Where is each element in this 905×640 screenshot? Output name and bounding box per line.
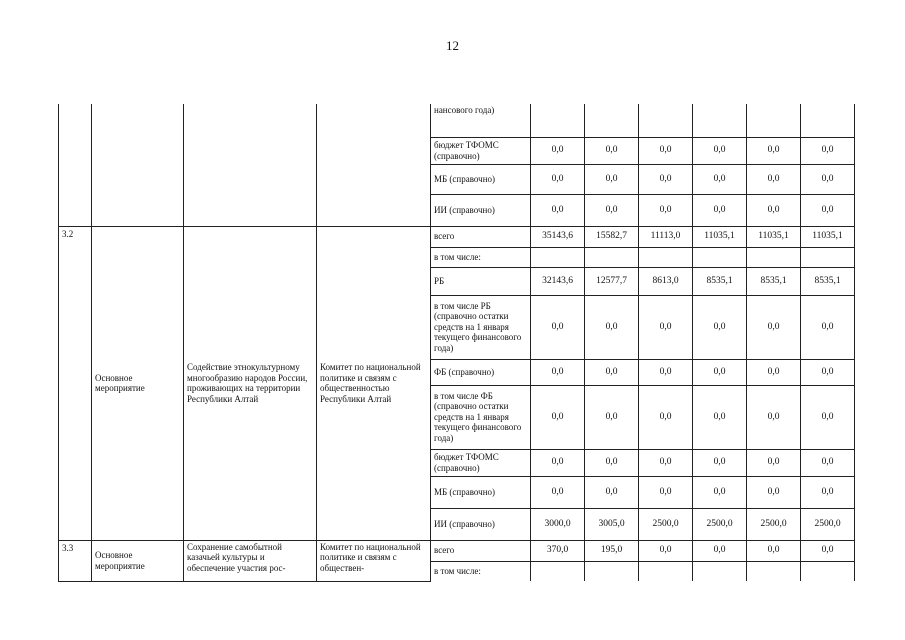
value-cell: 11035,1 bbox=[801, 226, 855, 247]
value-cell: 195,0 bbox=[585, 540, 639, 561]
section-id: 3.2 bbox=[59, 226, 92, 540]
value-cell: 0,0 bbox=[585, 385, 639, 449]
name-cell bbox=[184, 104, 317, 226]
value-cell bbox=[801, 104, 855, 137]
table-row bbox=[59, 104, 855, 137]
value-cell: 0,0 bbox=[531, 137, 585, 164]
source-label: всего bbox=[431, 540, 531, 561]
value-cell: 0,0 bbox=[639, 476, 693, 508]
value-cell: 32143,6 bbox=[531, 267, 585, 295]
value-cell bbox=[747, 247, 801, 267]
value-cell: 0,0 bbox=[801, 164, 855, 194]
value-cell bbox=[531, 561, 585, 581]
value-cell: 12577,7 bbox=[585, 267, 639, 295]
value-cell: 0,0 bbox=[801, 449, 855, 476]
value-cell bbox=[801, 561, 855, 581]
type-cell bbox=[92, 104, 184, 226]
value-cell bbox=[639, 247, 693, 267]
value-cell: 0,0 bbox=[747, 540, 801, 561]
source-label: всего bbox=[431, 226, 531, 247]
value-cell: 0,0 bbox=[639, 385, 693, 449]
value-cell: 2500,0 bbox=[693, 508, 747, 540]
value-cell: 0,0 bbox=[801, 385, 855, 449]
section-id: 3.3 bbox=[59, 540, 92, 581]
value-cell: 3005,0 bbox=[585, 508, 639, 540]
value-cell: 0,0 bbox=[693, 295, 747, 359]
id-cell bbox=[59, 104, 92, 226]
value-cell bbox=[747, 104, 801, 137]
value-cell: 0,0 bbox=[531, 476, 585, 508]
source-label: нансового года) bbox=[431, 104, 531, 137]
value-cell: 0,0 bbox=[585, 295, 639, 359]
value-cell: 2500,0 bbox=[639, 508, 693, 540]
value-cell: 0,0 bbox=[585, 449, 639, 476]
value-cell bbox=[639, 561, 693, 581]
value-cell: 0,0 bbox=[693, 476, 747, 508]
value-cell: 0,0 bbox=[801, 540, 855, 561]
value-cell: 0,0 bbox=[531, 449, 585, 476]
value-cell: 0,0 bbox=[531, 359, 585, 385]
source-label: бюджет ТФОМС (справочно) bbox=[431, 449, 531, 476]
value-cell bbox=[693, 104, 747, 137]
value-cell bbox=[585, 561, 639, 581]
value-cell: 0,0 bbox=[747, 449, 801, 476]
source-label: МБ (справочно) bbox=[431, 164, 531, 194]
source-label: в том числе РБ (справочно остатки средств на 1 января текущего финансового года) bbox=[431, 295, 531, 359]
value-cell: 0,0 bbox=[801, 359, 855, 385]
value-cell: 0,0 bbox=[639, 359, 693, 385]
value-cell: 0,0 bbox=[747, 295, 801, 359]
value-cell: 0,0 bbox=[801, 295, 855, 359]
value-cell: 0,0 bbox=[585, 476, 639, 508]
value-cell: 0,0 bbox=[693, 194, 747, 226]
source-label: в том числе: bbox=[431, 561, 531, 581]
value-cell: 0,0 bbox=[639, 540, 693, 561]
value-cell: 0,0 bbox=[747, 476, 801, 508]
value-cell: 11035,1 bbox=[747, 226, 801, 247]
value-cell bbox=[693, 561, 747, 581]
value-cell: 0,0 bbox=[747, 385, 801, 449]
value-cell: 0,0 bbox=[585, 137, 639, 164]
value-cell: 35143,6 bbox=[531, 226, 585, 247]
value-cell: 0,0 bbox=[585, 164, 639, 194]
value-cell bbox=[801, 247, 855, 267]
value-cell: 0,0 bbox=[693, 359, 747, 385]
section-executor: Комитет по национальной политике и связям с обществен- bbox=[317, 540, 431, 581]
page-number: 12 bbox=[446, 38, 459, 53]
value-cell bbox=[747, 561, 801, 581]
value-cell: 0,0 bbox=[747, 194, 801, 226]
value-cell: 8535,1 bbox=[747, 267, 801, 295]
value-cell: 0,0 bbox=[639, 295, 693, 359]
value-cell: 0,0 bbox=[531, 194, 585, 226]
section-type: Основное мероприятие bbox=[92, 540, 184, 581]
value-cell: 0,0 bbox=[693, 385, 747, 449]
value-cell: 8535,1 bbox=[801, 267, 855, 295]
budget-table bbox=[58, 104, 855, 582]
value-cell: 0,0 bbox=[639, 449, 693, 476]
section-type: Основное мероприятие bbox=[92, 226, 184, 540]
value-cell bbox=[585, 104, 639, 137]
source-label: ИИ (справочно) bbox=[431, 194, 531, 226]
source-label: ФБ (справочно) bbox=[431, 359, 531, 385]
source-label: ИИ (справочно) bbox=[431, 508, 531, 540]
value-cell: 0,0 bbox=[801, 137, 855, 164]
value-cell: 0,0 bbox=[639, 137, 693, 164]
section-3-2 bbox=[59, 226, 855, 540]
value-cell: 0,0 bbox=[801, 194, 855, 226]
value-cell: 0,0 bbox=[531, 385, 585, 449]
source-label: бюджет ТФОМС (справочно) bbox=[431, 137, 531, 164]
section-executor: Комитет по национальной политике и связям с общественностью Республики Алтай bbox=[317, 226, 431, 540]
value-cell: 11035,1 bbox=[693, 226, 747, 247]
source-label: РБ bbox=[431, 267, 531, 295]
value-cell: 0,0 bbox=[693, 164, 747, 194]
section-3-3 bbox=[59, 540, 855, 581]
value-cell bbox=[585, 247, 639, 267]
value-cell: 0,0 bbox=[531, 164, 585, 194]
value-cell: 370,0 bbox=[531, 540, 585, 561]
value-cell: 15582,7 bbox=[585, 226, 639, 247]
value-cell: 0,0 bbox=[693, 540, 747, 561]
value-cell: 0,0 bbox=[747, 137, 801, 164]
section-name: Сохранение самобытной казачьей культуры и обеспечение участия рос- bbox=[184, 540, 317, 581]
value-cell: 2500,0 bbox=[747, 508, 801, 540]
value-cell bbox=[639, 104, 693, 137]
value-cell bbox=[693, 247, 747, 267]
value-cell bbox=[531, 247, 585, 267]
value-cell: 0,0 bbox=[693, 137, 747, 164]
value-cell: 8613,0 bbox=[639, 267, 693, 295]
value-cell: 11113,0 bbox=[639, 226, 693, 247]
value-cell: 0,0 bbox=[747, 359, 801, 385]
table-row bbox=[59, 226, 855, 247]
source-label: в том числе ФБ (справочно остатки средств на 1 января текущего финансового года) bbox=[431, 385, 531, 449]
value-cell: 0,0 bbox=[531, 295, 585, 359]
value-cell: 3000,0 bbox=[531, 508, 585, 540]
value-cell bbox=[531, 104, 585, 137]
section-name: Содействие этнокультурному многообразию народов России, проживающих на территории Республики Алтай bbox=[184, 226, 317, 540]
value-cell: 0,0 bbox=[639, 164, 693, 194]
value-cell: 0,0 bbox=[747, 164, 801, 194]
table-row bbox=[59, 540, 855, 561]
source-label: в том числе: bbox=[431, 247, 531, 267]
carryover-rows bbox=[59, 104, 855, 226]
source-label: МБ (справочно) bbox=[431, 476, 531, 508]
value-cell: 8535,1 bbox=[693, 267, 747, 295]
value-cell: 0,0 bbox=[693, 449, 747, 476]
value-cell: 0,0 bbox=[639, 194, 693, 226]
value-cell: 0,0 bbox=[585, 359, 639, 385]
value-cell: 0,0 bbox=[585, 194, 639, 226]
value-cell: 0,0 bbox=[801, 476, 855, 508]
value-cell: 2500,0 bbox=[801, 508, 855, 540]
executor-cell bbox=[317, 104, 431, 226]
